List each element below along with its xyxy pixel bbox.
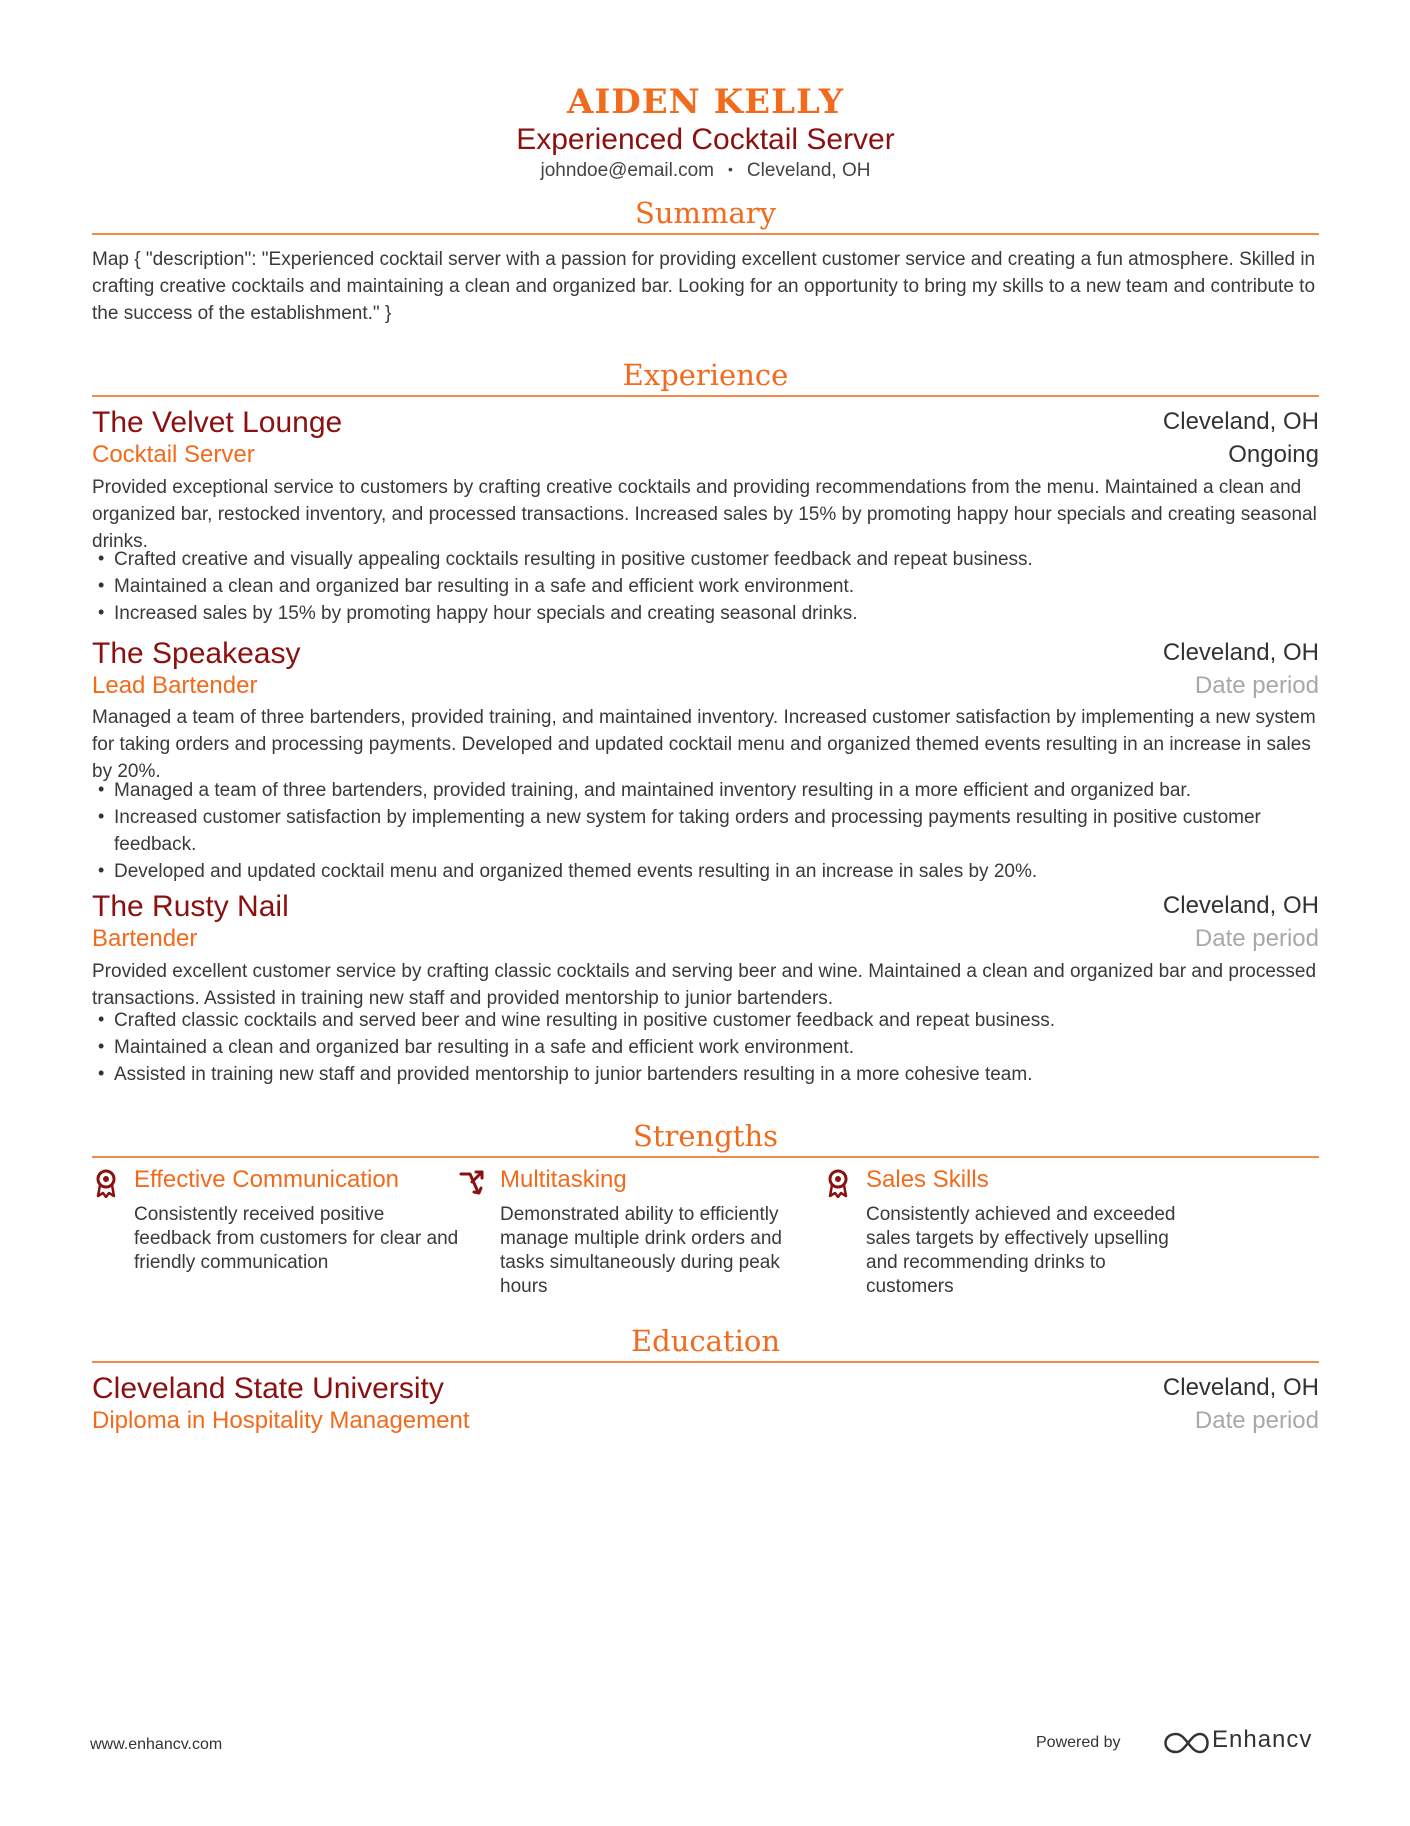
strength-description: Consistently achieved and exceeded sales targets by effectively upselling and recommending drinks to customers xyxy=(866,1204,1176,1297)
strength-description: Consistently received positive feedback from customers for clear and friendly communication xyxy=(134,1204,459,1273)
education-date: Date period xyxy=(1194,1407,1319,1434)
summary-heading: Summary xyxy=(634,196,777,230)
footer-url[interactable]: www.enhancv.com xyxy=(90,1736,223,1753)
award-icon xyxy=(92,1168,120,1198)
job-description: Managed a team of three bartenders, provided training, and maintained inventory. Increased customer satisfaction by implementing a new system for taking orders and processing payments. Developed and updated cocktail menu and organized themed events resulting in an increase in sales by 20%. xyxy=(92,707,1316,782)
contact-line xyxy=(92,160,1319,182)
job-bullets xyxy=(92,1007,1319,1088)
footer-brand-name[interactable]: Enhancv xyxy=(1212,1726,1313,1753)
summary-text: Map { "description": "Experienced cocktail server with a passion for providing excellent customer service and creating a fun atmosphere. Skilled in crafting creative cocktails and maintaining a clean and organized bar. Looking for an opportunity to bring my skills to a new team and contribute to the success of the establishment." } xyxy=(92,249,1316,324)
job-bullets xyxy=(92,546,1319,627)
summary-divider xyxy=(92,233,1319,235)
job-company: The Rusty Nail xyxy=(92,890,289,923)
job-bullet: • Maintained a clean and organized bar resulting in a safe and efficient work environment. xyxy=(92,573,1319,600)
job-bullet: • Managed a team of three bartenders, provided training, and maintained inventory resulting in a more efficient and organized bar. xyxy=(92,777,1319,804)
job-bullet: • Crafted classic cocktails and served beer and wine resulting in positive customer feedback and repeat business. xyxy=(92,1007,1319,1034)
job-location: Cleveland, OH xyxy=(1162,639,1319,666)
job-company: The Speakeasy xyxy=(92,637,301,670)
strength-title: Sales Skills xyxy=(866,1166,989,1193)
strengths-divider xyxy=(92,1156,1319,1158)
education-heading: Education xyxy=(630,1324,780,1358)
job-location: Cleveland, OH xyxy=(1162,408,1319,435)
job-bullets xyxy=(92,777,1319,885)
job-bullet: • Increased sales by 15% by promoting happy hour specials and creating seasonal drinks. xyxy=(92,600,1319,627)
job-description: Provided excellent customer service by crafting classic cocktails and serving beer and wine. Maintained a clean and organized bar and processed transactions. Assisted in training new staff and provided mentorship to junior bartenders. xyxy=(92,961,1317,1009)
job-role: Bartender xyxy=(92,925,198,952)
job-role: Cocktail Server xyxy=(92,441,255,468)
contact-location: Cleveland, OH xyxy=(746,160,871,181)
job-bullet: • Crafted creative and visually appealing cocktails resulting in positive customer feedback and repeat business. xyxy=(92,546,1319,573)
job-bullet: • Increased customer satisfaction by implementing a new system for taking orders and processing payments resulting in positive customer feedback. xyxy=(92,804,1319,858)
experience-heading: Experience xyxy=(622,358,789,392)
experience-divider xyxy=(92,395,1319,397)
job-bullet: • Maintained a clean and organized bar resulting in a safe and efficient work environment. xyxy=(92,1034,1319,1061)
job-date: Date period xyxy=(1194,925,1319,952)
contact-separator: • xyxy=(728,161,733,177)
education-school: Cleveland State University xyxy=(92,1372,444,1405)
strength-title: Multitasking xyxy=(500,1166,627,1193)
job-description: Provided exceptional service to customers by crafting creative cocktails and providing recommendations from the menu. Maintained a clean and organized bar, restocked inventory, and processed transactions. Increased sales by 15% by promoting happy hour specials and creating seasonal drinks. xyxy=(92,477,1317,552)
job-role: Lead Bartender xyxy=(92,672,258,699)
job-company: The Velvet Lounge xyxy=(92,406,343,439)
education-divider xyxy=(92,1361,1319,1363)
strength-description: Demonstrated ability to efficiently manage multiple drink orders and tasks simultaneously during peak hours xyxy=(500,1204,782,1297)
split-arrows-icon xyxy=(458,1168,486,1198)
powered-by-label: Powered by xyxy=(1036,1734,1121,1751)
job-date: Date period xyxy=(1194,672,1319,699)
education-degree: Diploma in Hospitality Management xyxy=(92,1407,470,1434)
job-location: Cleveland, OH xyxy=(1162,892,1319,919)
strength-title: Effective Communication xyxy=(134,1166,400,1193)
candidate-title: Experienced Cocktail Server xyxy=(516,123,895,156)
job-bullet: • Developed and updated cocktail menu and organized themed events resulting in an increase in sales by 20%. xyxy=(92,858,1319,885)
candidate-name: AIDEN KELLY xyxy=(567,82,844,122)
contact-email[interactable]: johndoe@email.com xyxy=(540,160,715,181)
award-icon xyxy=(824,1168,852,1198)
job-bullet: • Assisted in training new staff and provided mentorship to junior bartenders resulting in a more cohesive team. xyxy=(92,1061,1319,1088)
strengths-heading: Strengths xyxy=(633,1119,778,1153)
job-date: Ongoing xyxy=(1228,441,1319,468)
education-location: Cleveland, OH xyxy=(1162,1374,1319,1401)
